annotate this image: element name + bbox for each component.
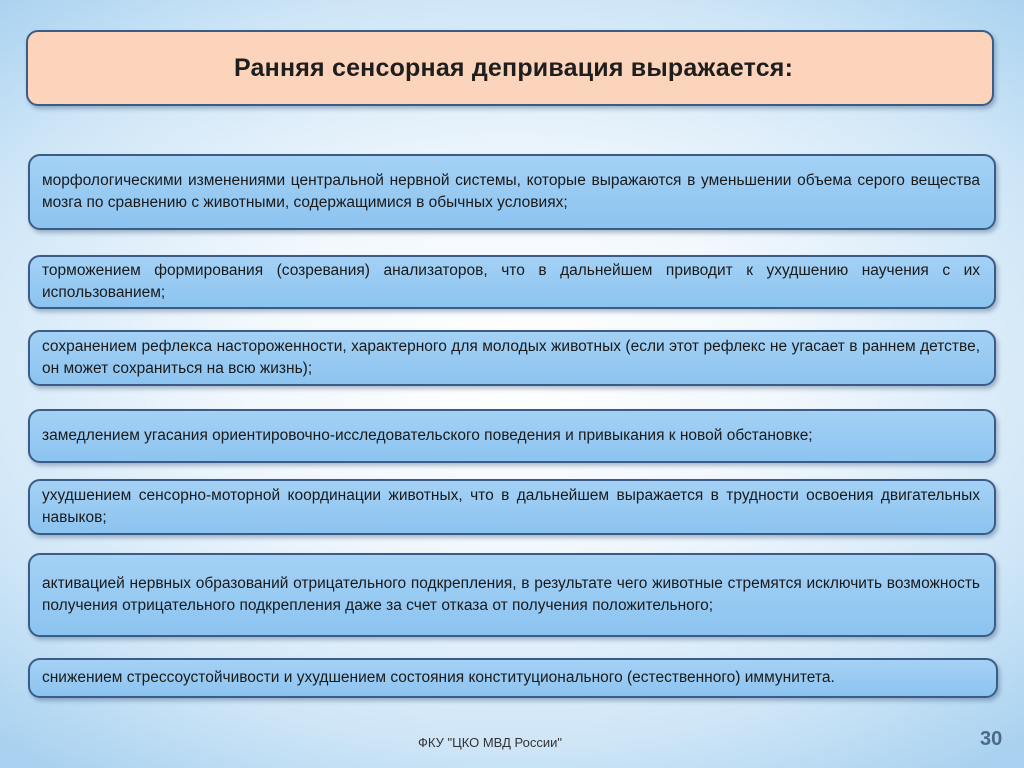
list-item-text: сохранением рефлекса настороженности, характерного для молодых животных (если этот рефлекс не угасает в раннем детстве, он может сохраниться на всю жизнь); [42, 338, 980, 377]
list-item-text: морфологическими изменениями центральной нервной системы, которые выражаются в уменьшении объема серого вещества мозга по сравнению с животными, содержащимися в обычных условиях; [42, 172, 980, 211]
list-item [28, 409, 996, 463]
slide-title: Ранняя сенсорная депривация выражается: [234, 53, 794, 82]
list-item-text: торможением формирования (созревания) анализаторов, что в дальнейшем приводит к ухудшению научения с их использованием; [42, 262, 980, 301]
list-item [28, 154, 996, 230]
title-box [26, 30, 994, 106]
list-item [28, 658, 998, 698]
list-item [28, 330, 996, 386]
list-item-text: снижением стрессоустойчивости и ухудшением состояния конституционального (естественного) иммунитета. [42, 669, 835, 686]
page-number: 30 [980, 728, 1003, 750]
list-item-text: замедлением угасания ориентировочно-исследовательского поведения и привыкания к новой обстановке; [42, 427, 813, 444]
list-item-text: активацией нервных образований отрицательного подкрепления, в результате чего животные стремятся исключить возможность получения отрицательного подкрепления даже за счет отказа от получения положительного; [42, 575, 980, 614]
list-item [28, 553, 996, 637]
list-item [28, 255, 996, 309]
list-item-text: ухудшением сенсорно-моторной координации животных, что в дальнейшем выражается в трудности освоения двигательных навыков; [42, 487, 980, 526]
list-item [28, 479, 996, 535]
footer-organization: ФКУ "ЦКО МВД России" [418, 735, 562, 750]
